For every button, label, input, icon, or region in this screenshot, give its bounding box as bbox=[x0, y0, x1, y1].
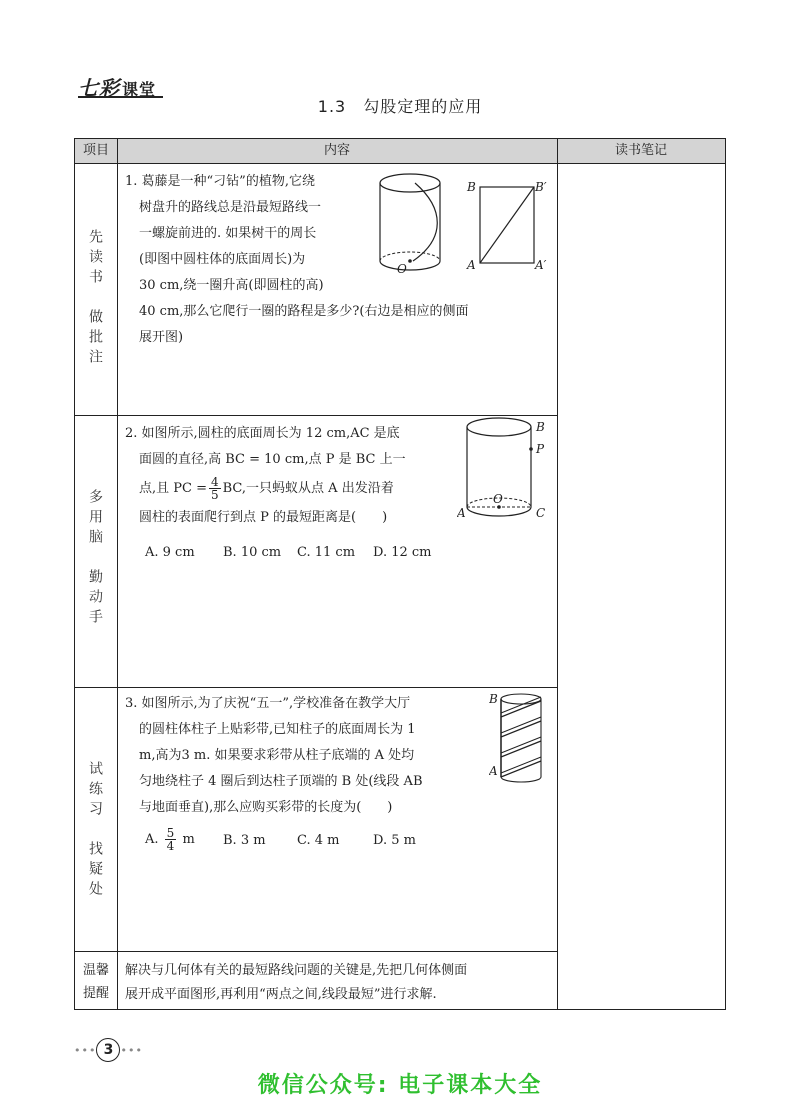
tip-label-1: 温馨 bbox=[82, 963, 109, 978]
q2-label-b: B bbox=[536, 420, 545, 434]
section-label-practice: 试练习 找疑处 bbox=[87, 761, 103, 901]
q2-frac-num: 4 bbox=[210, 475, 219, 489]
q2-label-p: P bbox=[536, 442, 545, 456]
q3-line: 与地面垂直),那么应购买彩带的长度为( ) bbox=[139, 800, 393, 815]
q3-frac-den: 4 bbox=[166, 839, 175, 853]
q1-line: 一螺旋前进的. 如果树干的周长 bbox=[139, 226, 317, 241]
q2-label-o: O bbox=[493, 492, 503, 506]
brand-sub: 课堂 bbox=[122, 80, 157, 99]
q2-label-a: A bbox=[457, 506, 466, 520]
q2-fraction bbox=[209, 476, 221, 501]
page-title: 1.3 勾股定理的应用 bbox=[317, 97, 483, 116]
q3-label-b: B bbox=[489, 692, 498, 706]
header-item: 项目 bbox=[75, 139, 117, 163]
q2-line: 面圆的直径,高 BC = 10 cm,点 P 是 BC 上一 bbox=[139, 452, 406, 467]
q3-line: 匀地绕柱子 4 圈后到达柱子顶端的 B 处(线段 AB bbox=[139, 774, 423, 789]
divider bbox=[75, 163, 725, 164]
q3-figure bbox=[489, 691, 557, 791]
q1-label-a: A bbox=[467, 258, 476, 272]
q3-opt-a-pre: A. bbox=[145, 832, 159, 847]
q1-line: 40 cm,那么它爬行一圈的路程是多少?(右边是相应的侧面 bbox=[139, 304, 469, 319]
q2-frac-den: 5 bbox=[210, 488, 219, 502]
tip-line: 解决与几何体有关的最短路线问题的关键是,先把几何体侧面 bbox=[125, 963, 468, 978]
q2-option-a: A. 9 cm bbox=[145, 545, 195, 560]
q2-line-3-post: BC,一只蚂蚁从点 A 出发沿着 bbox=[222, 481, 394, 496]
tip-text bbox=[125, 959, 555, 1007]
q3-fraction bbox=[165, 827, 177, 852]
q2-figure bbox=[457, 415, 557, 525]
q1-label-o: O bbox=[397, 262, 407, 276]
question-3 bbox=[125, 691, 495, 821]
q1-line: 30 cm,绕一圈升高(即圆柱的高) bbox=[139, 278, 324, 293]
q3-option-a bbox=[145, 827, 195, 852]
q2-line-3-pre: 点,且 PC = bbox=[139, 481, 207, 496]
q3-line: 的圆柱体柱子上贴彩带,已知柱子的底面周长为 1 bbox=[139, 722, 416, 737]
q1-label-b: B bbox=[467, 180, 476, 194]
q2-line: 圆柱的表面爬行到点 P 的最短距离是( ) bbox=[139, 510, 388, 525]
question-2 bbox=[125, 421, 465, 531]
q3-line: 3. 如图所示,为了庆祝“五一”,学校准备在教学大厅 bbox=[125, 696, 411, 711]
q2-option-c: C. 11 cm bbox=[297, 545, 356, 560]
q3-line: m,高为3 m. 如果要求彩带从柱子底端的 A 处均 bbox=[139, 748, 415, 763]
q1-line: 树盘升的路线总是沿最短路线一 bbox=[139, 200, 322, 215]
divider bbox=[75, 687, 557, 688]
q2-option-b: B. 10 cm bbox=[223, 545, 282, 560]
tip-label-2: 提醒 bbox=[82, 986, 109, 1001]
question-1 bbox=[125, 169, 365, 299]
q2-option-d: D. 12 cm bbox=[373, 545, 432, 560]
section-label-read: 先读书 做批注 bbox=[87, 229, 103, 369]
q3-option-c: C. 4 m bbox=[297, 833, 340, 848]
tip-line: 展开成平面图形,再利用“两点之间,线段最短”进行求解. bbox=[125, 987, 437, 1002]
q3-opt-a-post: m bbox=[182, 832, 195, 847]
q2-line: 2. 如图所示,圆柱的底面周长为 12 cm,AC 是底 bbox=[125, 426, 400, 441]
section-label-think: 多用脑 勤动手 bbox=[87, 489, 103, 629]
header-content: 内容 bbox=[117, 139, 557, 163]
divider bbox=[557, 139, 558, 1009]
q3-frac-num: 5 bbox=[166, 826, 175, 840]
q1-line: (即图中圆柱体的底面周长)为 bbox=[139, 252, 306, 267]
q1-line: 1. 葛藤是一种“刁钻”的植物,它绕 bbox=[125, 174, 315, 189]
divider bbox=[117, 139, 118, 1009]
header-notes: 读书笔记 bbox=[557, 139, 725, 163]
question-1-tail bbox=[139, 299, 554, 351]
footer-watermark: 微信公众号: 电子课本大全 bbox=[257, 1073, 543, 1098]
q2-label-c: C bbox=[536, 506, 546, 520]
brand-name: 七彩 bbox=[78, 76, 120, 100]
q3-option-d: D. 5 m bbox=[373, 833, 416, 848]
q1-label-a2: A′ bbox=[535, 258, 547, 272]
q1-figure bbox=[375, 169, 555, 279]
divider bbox=[75, 951, 557, 952]
page-number: 3 bbox=[96, 1038, 120, 1062]
q3-option-b: B. 3 m bbox=[223, 833, 266, 848]
q1-line: 展开图) bbox=[139, 330, 184, 345]
q2-line-3 bbox=[125, 473, 465, 505]
study-table bbox=[74, 138, 726, 1010]
q1-label-b2: B′ bbox=[535, 180, 547, 194]
q3-label-a: A bbox=[489, 764, 498, 778]
page-number-badge: ••• 3 ••• bbox=[74, 1038, 143, 1062]
